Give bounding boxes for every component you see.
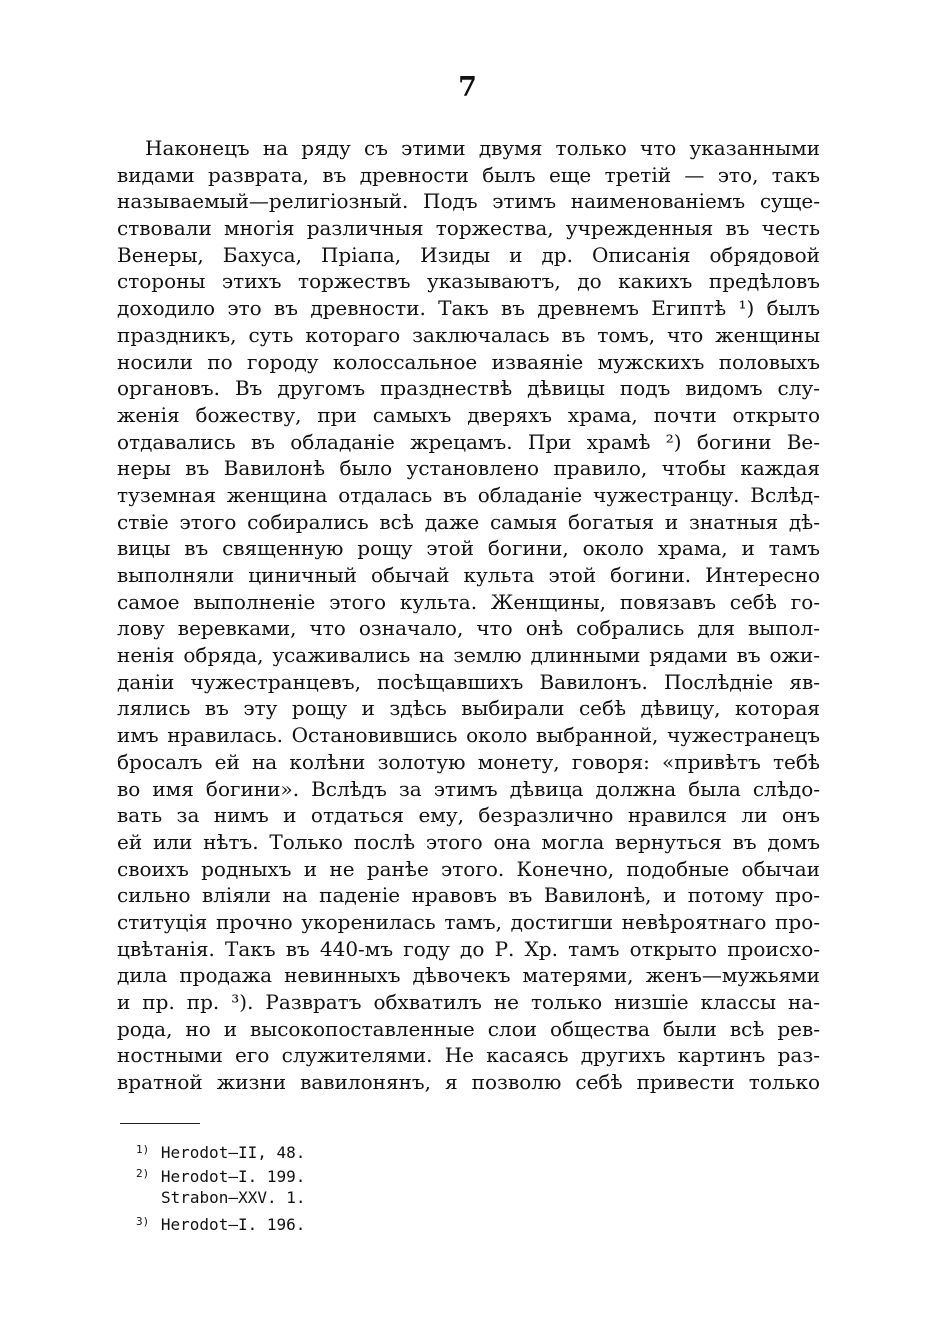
text-line: бросалъ ей на колѣни золотую монету, говоря: «привѣтъ тебѣ xyxy=(117,749,820,774)
text-line: своихъ родныхъ и не ранѣе этого. Конечно, подобные обычаи xyxy=(117,856,820,881)
body-text xyxy=(117,135,820,1096)
text-line: ненія обряда, усаживались на землю длинными рядами въ ожи- xyxy=(117,643,820,668)
text-line: женія божеству, при самыхъ дверяхъ храма, почти открыто xyxy=(117,402,820,427)
text-line: вицы въ священную рощу этой богини, около храма, и тамъ xyxy=(117,536,820,561)
text-line: сильно вліяли на паденіе нравовъ въ Вавилонѣ, и потому про- xyxy=(117,883,820,908)
footnote-divider xyxy=(120,1123,200,1124)
text-line: цвѣтанія. Такъ въ 440-мъ году до Р. Хр. тамъ открыто происхо- xyxy=(117,936,820,961)
text-line: неры въ Вавилонѣ было установлено правило, чтобы каждая xyxy=(117,456,820,481)
text-line: стороны этихъ торжествъ указываютъ, до какихъ предѣловъ xyxy=(117,269,820,294)
footnote-2-continued xyxy=(136,1186,436,1210)
footnote-text: Herodot—II, 48. xyxy=(160,1143,306,1162)
text-line: вратной жизни вавилонянъ, я позволю себѣ привести только xyxy=(117,1070,820,1095)
footnote-1 xyxy=(136,1138,436,1162)
text-line: доходило это въ древности. Такъ въ древнемъ Египтѣ ¹) былъ xyxy=(117,296,820,321)
text-line: Венеры, Бахуса, Пріапа, Изиды и др. Описанія обрядовой xyxy=(117,242,820,267)
text-line: даніи чужестранцевъ, посѣщавшихъ Вавилонъ. Послѣдніе яв- xyxy=(117,669,820,694)
text-line: выполняли циничный обычай культа этой богини. Интересно xyxy=(117,563,820,587)
footnote-text: Herodot—I. 196. xyxy=(160,1215,306,1234)
text-line: Наконецъ на ряду съ этими двумя только что указанными xyxy=(145,136,820,160)
text-line: во имя богини». Вслѣдъ за этимъ дѣвица должна была слѣдо- xyxy=(117,776,820,801)
footnote-3 xyxy=(136,1210,436,1234)
footnote-2 xyxy=(136,1162,436,1186)
text-line: отдавались въ обладаніе жрецамъ. При храмѣ ²) богини Ве- xyxy=(117,429,820,454)
text-line: имъ нравилась. Остановившись около выбранной, чужестранецъ xyxy=(117,723,820,748)
text-line: ствіе этого собирались всѣ даже самыя богатыя и знатныя дѣ- xyxy=(117,509,820,534)
footnote-marker: 3) xyxy=(136,1215,150,1228)
footnote-marker: 1) xyxy=(136,1143,150,1156)
footnote-text: Strabon—XXV. 1. xyxy=(161,1188,306,1207)
text-line: вать за нимъ и отдаться ему, безразлично нравился ли онъ xyxy=(117,803,820,828)
text-line: видами разврата, въ древности былъ еще третій — это, такъ xyxy=(117,162,820,187)
footnote-marker: 2) xyxy=(136,1167,150,1180)
text-line: туземная женщина отдалась въ обладаніе чужестранцу. Вслѣд- xyxy=(117,482,820,507)
page-number: 7 xyxy=(458,72,478,103)
text-line: и пр. пр. ³). Развратъ обхватилъ не только низшіе классы на- xyxy=(117,990,820,1014)
footnotes xyxy=(136,1138,436,1234)
footnote-text: Herodot—I. 199. xyxy=(160,1167,306,1186)
text-line: ствовали многія различныя торжества, учрежденныя въ честь xyxy=(117,216,820,241)
text-line: рода, но и высокопоставленные слои общества были всѣ рев- xyxy=(117,1016,820,1041)
text-line: самое выполненіе этого культа. Женщины, повязавъ себѣ го- xyxy=(117,589,820,614)
text-line: называемый—религіозный. Подъ этимъ наименованіемъ суще- xyxy=(117,189,820,214)
text-line: ностными его служителями. Не касаясь другихъ картинъ раз- xyxy=(117,1043,820,1068)
text-line: лову веревками, что означало, что онѣ собрались для выпол- xyxy=(117,616,820,641)
text-line: ей или нѣтъ. Только послѣ этого она могла вернуться въ домъ xyxy=(117,829,820,854)
text-line: праздникъ, суть которагo заключалась въ томъ, что женщины xyxy=(117,322,820,347)
text-line: дила продажа невинныхъ дѣвочекъ матерями, женъ—мужьями xyxy=(117,963,820,988)
text-line: органовъ. Въ другомъ празднествѣ дѣвицы подъ видомъ слу- xyxy=(117,376,820,401)
text-line: ституція прочно укоренилась тамъ, достигши невѣроятнаго про- xyxy=(117,909,820,934)
text-line: носили по городу колоссальное изваяніе мужскихъ половыхъ xyxy=(117,349,820,374)
text-line: лялись въ эту рощу и здѣсь выбирали себѣ дѣвицу, которая xyxy=(117,696,820,721)
